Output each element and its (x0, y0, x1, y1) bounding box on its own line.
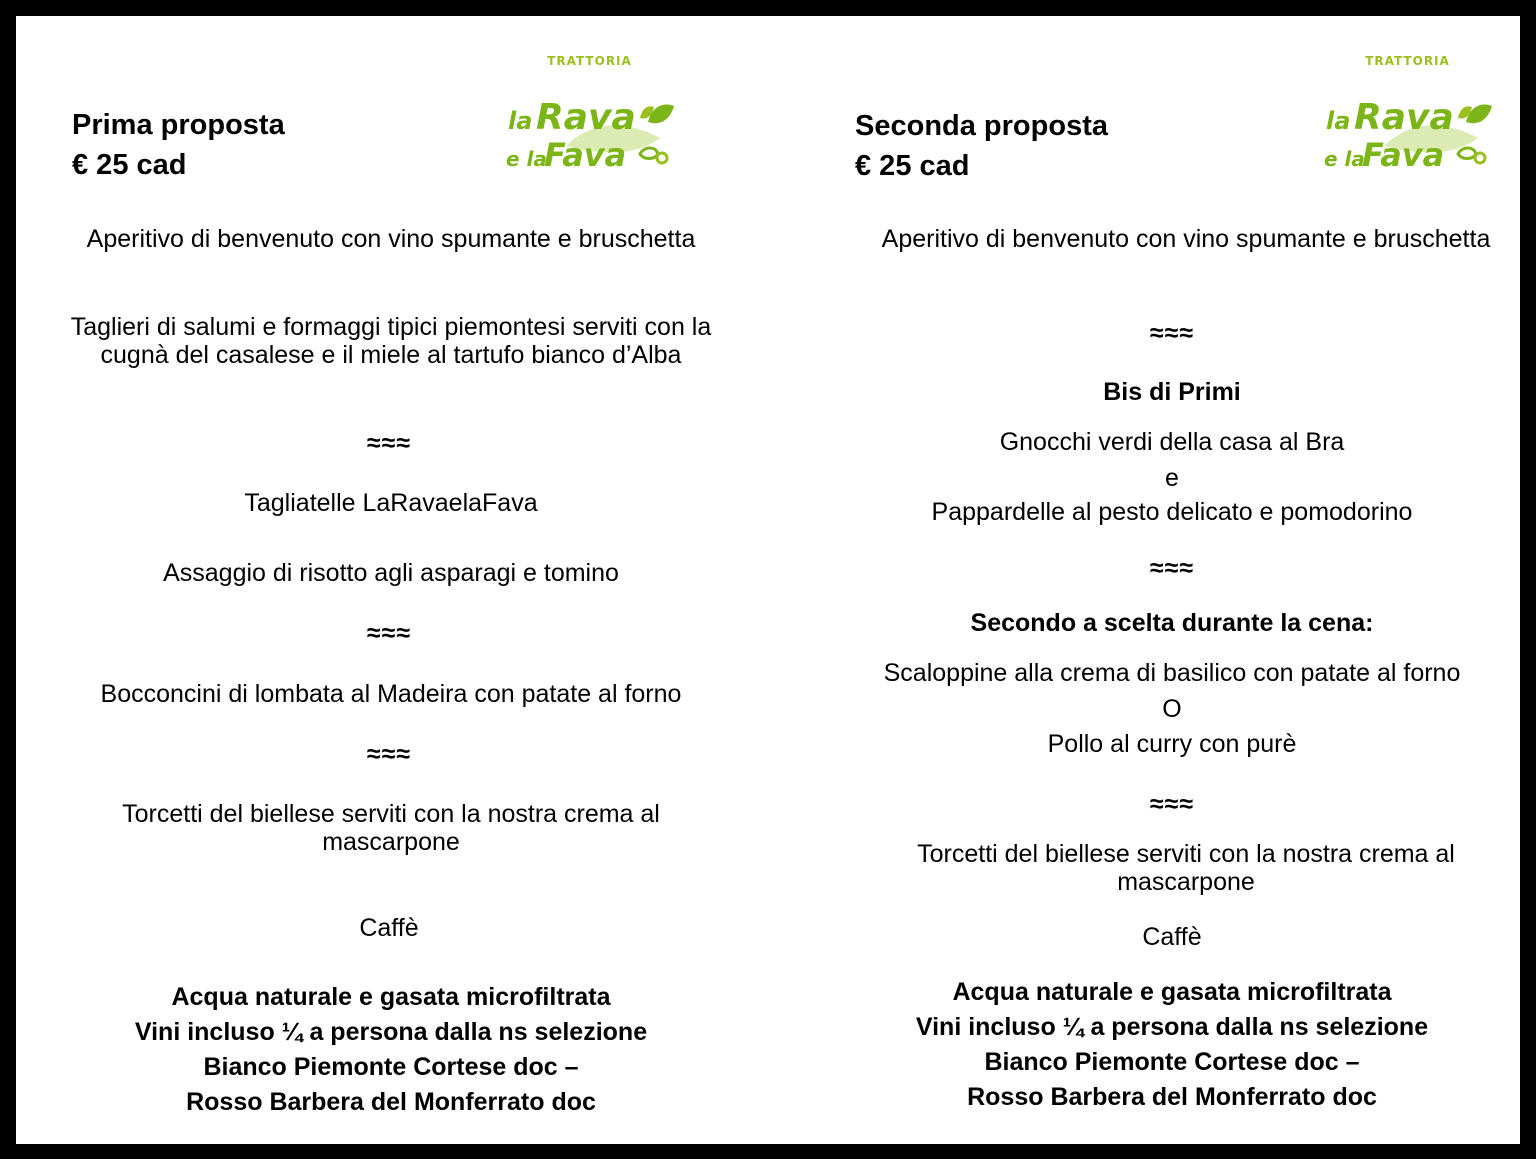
menu-title: Seconda proposta (855, 110, 1108, 142)
menu-item: O (1162, 695, 1182, 723)
drinks-line: Acqua naturale e gasata microfiltrata (171, 983, 611, 1011)
course-heading: Secondo a scelta durante la cena: (970, 609, 1374, 637)
drinks-line: Bianco Piemonte Cortese doc – (984, 1048, 1360, 1076)
svg-text:e la: e la (1324, 147, 1365, 170)
drinks-line: Rosso Barbera del Monferrato doc (186, 1088, 596, 1116)
menu-item: e (1165, 464, 1179, 492)
svg-text:Rava: Rava (1354, 97, 1454, 138)
course-separator: ≈≈≈ (366, 429, 412, 457)
drinks-line: Bianco Piemonte Cortese doc – (203, 1053, 579, 1081)
drinks-block (66, 980, 716, 1120)
menu-price: € 25 cad (855, 150, 970, 182)
drinks-line: Vini incluso ¼ a persona dalla ns selezione (134, 1018, 648, 1046)
menu-item: Caffè (359, 914, 419, 942)
menu-item: Torcetti del biellese serviti con la nostra crema al mascarpone (122, 800, 660, 856)
course-separator: ≈≈≈ (1149, 554, 1195, 582)
drinks-line: Rosso Barbera del Monferrato doc (967, 1083, 1377, 1111)
logo-kicker: TRATTORIA (547, 54, 632, 68)
svg-text:la: la (508, 107, 533, 135)
drinks-block (862, 975, 1482, 1115)
svg-text:e la: e la (506, 147, 547, 170)
leaf-logo-icon (502, 50, 677, 170)
menu-heading (855, 106, 1108, 186)
menu-item: Aperitivo di benvenuto con vino spumante e bruschetta (881, 225, 1491, 253)
svg-text:Rava: Rava (536, 97, 636, 138)
menu-price: € 25 cad (72, 149, 187, 181)
menu-item: Aperitivo di benvenuto con vino spumante e bruschetta (86, 225, 696, 253)
menu-item: Assaggio di risotto agli asparagi e tomino (163, 559, 619, 587)
menu-item: Pollo al curry con purè (1047, 730, 1297, 758)
trattoria-logo (502, 50, 677, 170)
drinks-line: Vini incluso ¼ a persona dalla ns selezione (915, 1013, 1429, 1041)
menu-item: Caffè (1142, 923, 1202, 951)
drinks-line: Acqua naturale e gasata microfiltrata (952, 978, 1392, 1006)
logo-kicker: TRATTORIA (1365, 54, 1450, 68)
svg-text:Fava: Fava (1362, 136, 1445, 170)
menu-item: Bocconcini di lombata al Madeira con patate al forno (100, 680, 682, 708)
menu-item: Torcetti del biellese serviti con la nostra crema al mascarpone (917, 840, 1455, 896)
menu-item: Gnocchi verdi della casa al Bra (999, 428, 1345, 456)
menu-heading (72, 105, 285, 185)
menu-item: Tagliatelle LaRavaelaFava (244, 489, 538, 517)
course-separator: ≈≈≈ (1149, 319, 1195, 347)
course-separator: ≈≈≈ (366, 619, 412, 647)
menu-seconda-proposta (768, 16, 1520, 1144)
course-heading: Bis di Primi (1103, 378, 1241, 406)
menu-item: Scaloppine alla crema di basilico con patate al forno (883, 659, 1461, 687)
menu-item: Taglieri di salumi e formaggi tipici piemontesi serviti con la cugnà del casalese e il miele al tartufo bianco d’Alba (70, 313, 712, 369)
course-separator: ≈≈≈ (366, 740, 412, 768)
menu-title: Prima proposta (72, 109, 285, 141)
svg-text:la: la (1326, 107, 1351, 135)
menu-item: Pappardelle al pesto delicato e pomodorino (931, 498, 1413, 526)
menu-prima-proposta (16, 16, 768, 1144)
course-separator: ≈≈≈ (1149, 790, 1195, 818)
trattoria-logo (1320, 50, 1495, 170)
svg-text:Fava: Fava (544, 136, 627, 170)
menu-sheet (16, 16, 1520, 1144)
leaf-logo-icon (1320, 50, 1495, 170)
